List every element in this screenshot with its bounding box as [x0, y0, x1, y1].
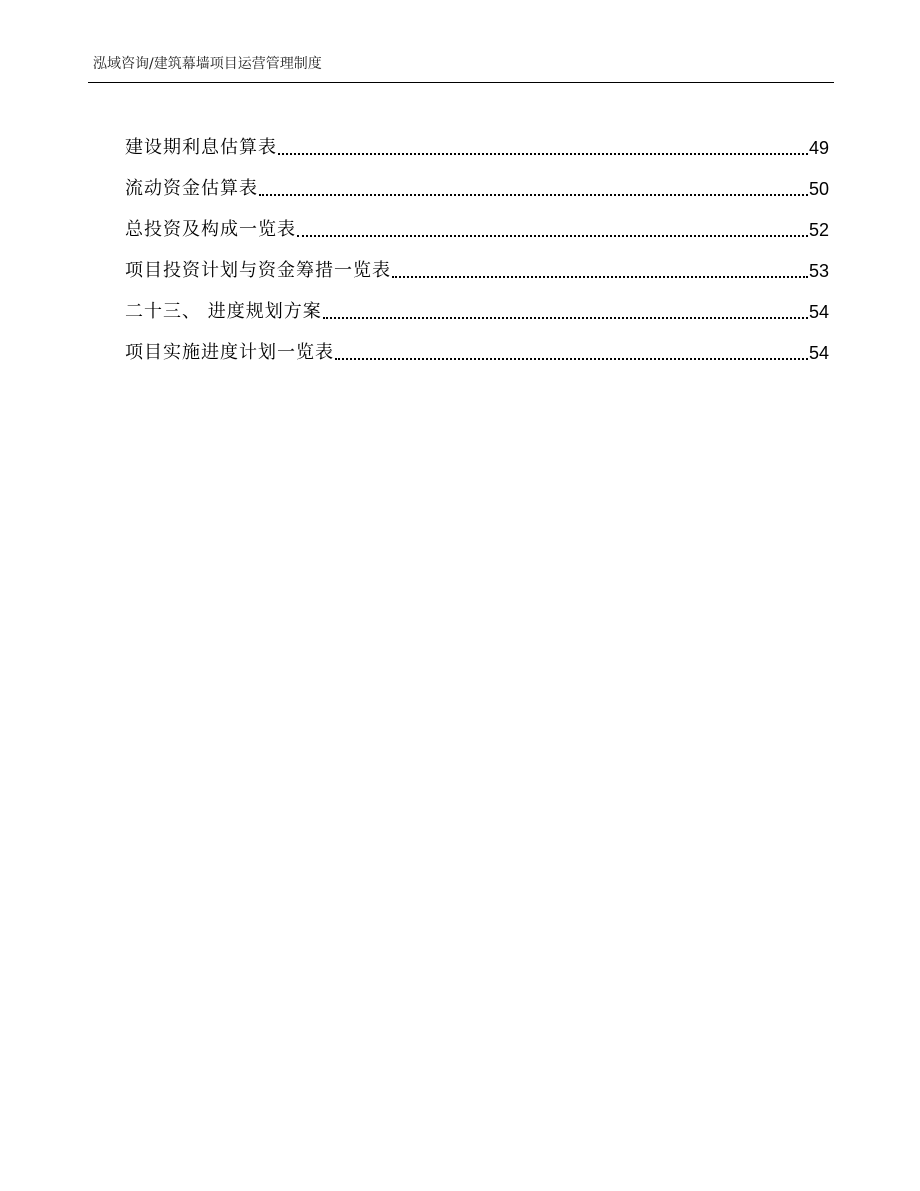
toc-entry[interactable]	[125, 202, 829, 243]
toc-entry-title: 建设期利息估算表	[125, 137, 277, 158]
toc-dot-leader	[392, 276, 808, 278]
toc-page-number: 54	[808, 302, 829, 322]
toc-dot-leader	[297, 235, 808, 237]
toc-entry[interactable]	[125, 284, 829, 325]
toc-entry[interactable]	[125, 243, 829, 284]
toc-page-number: 52	[808, 220, 829, 240]
toc-dot-leader	[259, 194, 808, 196]
toc-entry-title: 项目实施进度计划一览表	[125, 342, 334, 363]
toc-entry[interactable]	[125, 120, 829, 161]
toc-entry[interactable]	[125, 325, 829, 366]
toc-entry-title: 项目投资计划与资金筹措一览表	[125, 260, 391, 281]
header-divider	[88, 82, 834, 83]
toc-dot-leader	[335, 358, 808, 360]
toc-page-number: 49	[808, 138, 829, 158]
toc-entry[interactable]	[125, 161, 829, 202]
toc-dot-leader	[278, 153, 808, 155]
toc-page-number: 50	[808, 179, 829, 199]
toc-entry-title: 总投资及构成一览表	[125, 219, 296, 240]
page-header: 泓域咨询/建筑幕墙项目运营管理制度	[93, 56, 322, 72]
toc-dot-leader	[323, 317, 808, 319]
toc-entry-title: 二十三、 进度规划方案	[125, 301, 322, 322]
toc-entry-title: 流动资金估算表	[125, 178, 258, 199]
toc-page-number: 53	[808, 261, 829, 281]
toc-page-number: 54	[808, 343, 829, 363]
table-of-contents	[125, 120, 829, 366]
